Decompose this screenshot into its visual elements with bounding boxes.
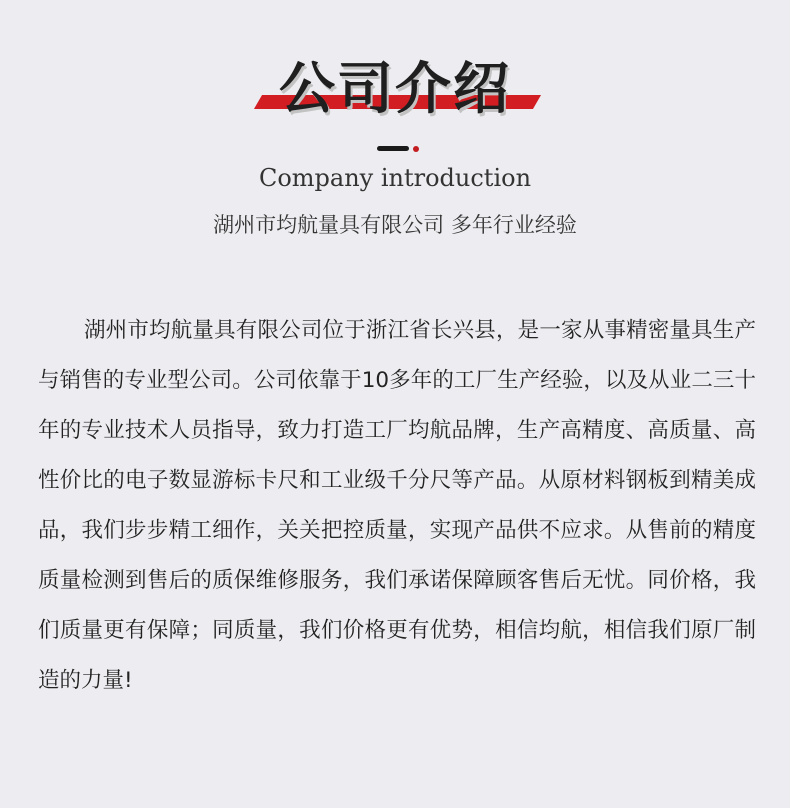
accent-dot bbox=[413, 146, 419, 152]
title-block bbox=[0, 0, 790, 140]
page-title: 公司介绍 bbox=[279, 57, 511, 122]
subtitle-chinese: 湖州市均航量具有限公司 多年行业经验 bbox=[213, 213, 577, 237]
company-description-paragraph: 湖州市均航量具有限公司位于浙江省长兴县，是一家从事精密量具生产与销售的专业型公司。公司依靠于10多年的工厂生产经验，以及从业二三十年的专业技术人员指导，致力打造工厂均航品牌，生产高精度、高质量、高性价比的电子数显游标卡尺和工业级千分尺等产品。从原材料钢板到精美成品，我们步步精工细作，关关把控质量，实现产品供不应求。从售前的精度质量检测到售后的质保维修服务，我们承诺保障顾客售后无忧。同价格，我们质量更有保障；同质量，我们价格更有优势，相信均航，相信我们原厂制造的力量! bbox=[38, 318, 756, 693]
accent-bar bbox=[377, 146, 409, 151]
subtitle-english: Company introduction bbox=[258, 164, 532, 192]
title-accent-divider bbox=[377, 146, 419, 152]
